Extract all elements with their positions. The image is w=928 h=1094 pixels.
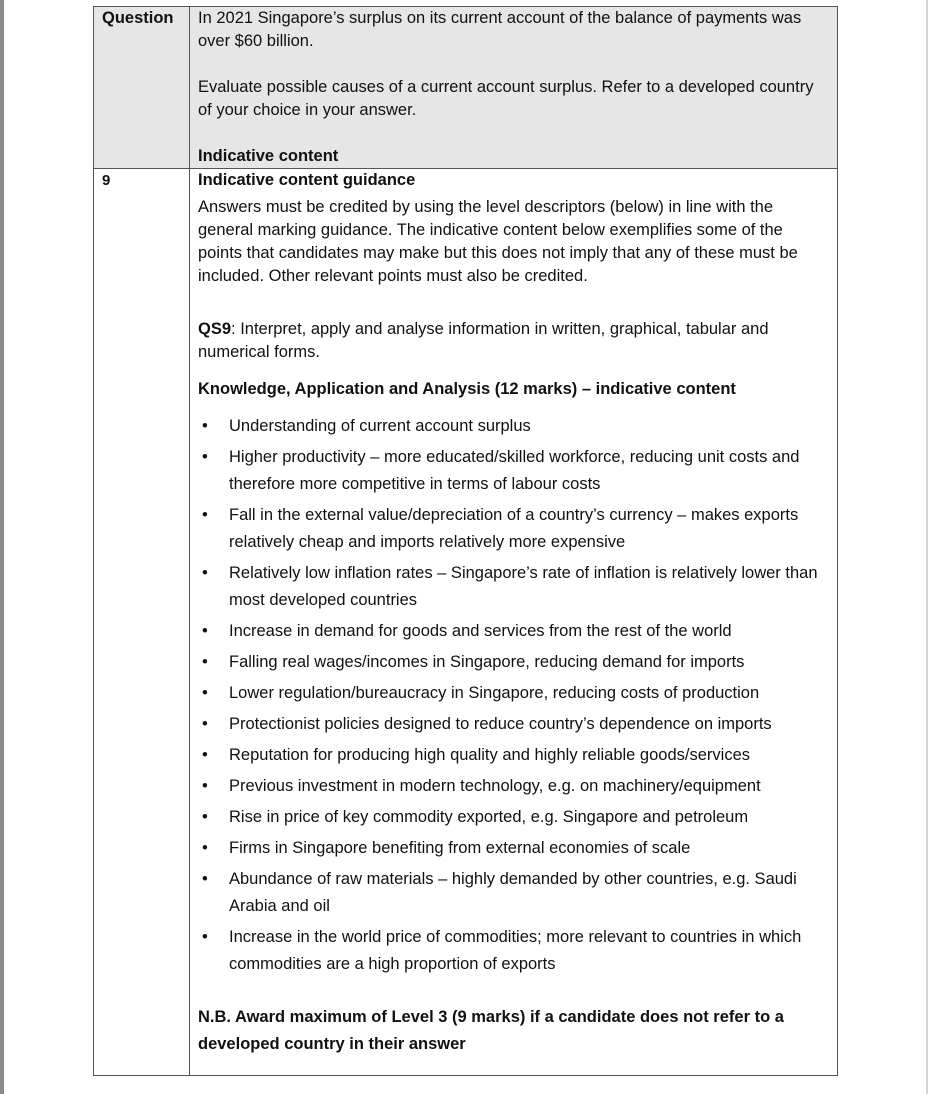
bullet-icon: • <box>202 715 208 733</box>
question-text-cell <box>190 7 838 169</box>
bullet-icon: • <box>202 777 208 795</box>
qs-code: QS9 <box>198 320 232 338</box>
bullet-icon: • <box>202 746 208 764</box>
list-item: • Protectionist policies designed to reduce country’s dependence on imports <box>198 711 829 738</box>
qs-text: : Interpret, apply and analyse information in written, graphical, tabular and numerical forms. <box>198 320 769 361</box>
indicative-content-heading: Indicative content <box>198 147 339 165</box>
bullet-icon: • <box>202 506 208 524</box>
page-left-edge <box>0 0 4 1094</box>
bullet-icon: • <box>202 653 208 671</box>
bullet-icon: • <box>202 622 208 640</box>
bullet-icon: • <box>202 564 208 582</box>
list-item: • Firms in Singapore benefiting from external economies of scale <box>198 835 829 862</box>
bullet-icon: • <box>202 870 208 888</box>
bullet-icon: • <box>202 839 208 857</box>
list-item: • Falling real wages/incomes in Singapore, reducing demand for imports <box>198 649 829 676</box>
kaa-heading: Knowledge, Application and Analysis (12 marks) – indicative content <box>198 380 736 398</box>
list-item: • Understanding of current account surplus <box>198 413 829 440</box>
content-row <box>94 169 838 1076</box>
bullet-icon: • <box>202 448 208 466</box>
indicative-points-list <box>198 413 829 978</box>
question-label: Question <box>94 7 190 169</box>
question-paragraph-2: Evaluate possible causes of a current account surplus. Refer to a developed country of your choice in your answer. <box>198 78 814 119</box>
question-row <box>94 7 838 169</box>
list-item: • Reputation for producing high quality and highly reliable goods/services <box>198 742 829 769</box>
question-number: 9 <box>94 169 190 1076</box>
question-paragraph-1: In 2021 Singapore’s surplus on its current account of the balance of payments was over $60 billion. <box>198 9 802 50</box>
list-item: • Higher productivity – more educated/skilled workforce, reducing unit costs and therefore more competitive in terms of labour costs <box>198 444 829 498</box>
guidance-text: Answers must be credited by using the level descriptors (below) in line with the general marking guidance. The indicative content below exemplifies some of the points that candidates may make but this does not imply that any of these must be included. Other relevant points must also be credited. <box>198 198 798 285</box>
list-item: • Relatively low inflation rates – Singapore’s rate of inflation is relatively lower than most developed countries <box>198 560 829 614</box>
mark-scheme-table <box>93 6 838 1076</box>
nb-note: N.B. Award maximum of Level 3 (9 marks) if a candidate does not refer to a developed country in their answer <box>198 1008 784 1053</box>
guidance-heading: Indicative content guidance <box>198 171 416 189</box>
bullet-icon: • <box>202 808 208 826</box>
indicative-content-cell <box>190 169 838 1076</box>
list-item: • Rise in price of key commodity exported, e.g. Singapore and petroleum <box>198 804 829 831</box>
bullet-icon: • <box>202 417 208 435</box>
list-item: • Increase in demand for goods and services from the rest of the world <box>198 618 829 645</box>
qs-statement <box>198 318 829 364</box>
bullet-icon: • <box>202 684 208 702</box>
list-item: • Fall in the external value/depreciation of a country’s currency – makes exports relatively cheap and imports relatively more expensive <box>198 502 829 556</box>
list-item: • Previous investment in modern technology, e.g. on machinery/equipment <box>198 773 829 800</box>
list-item: • Increase in the world price of commodities; more relevant to countries in which commodities are a high proportion of exports <box>198 924 829 978</box>
list-item: • Abundance of raw materials – highly demanded by other countries, e.g. Saudi Arabia and oil <box>198 866 829 920</box>
bullet-icon: • <box>202 928 208 946</box>
list-item: • Lower regulation/bureaucracy in Singapore, reducing costs of production <box>198 680 829 707</box>
